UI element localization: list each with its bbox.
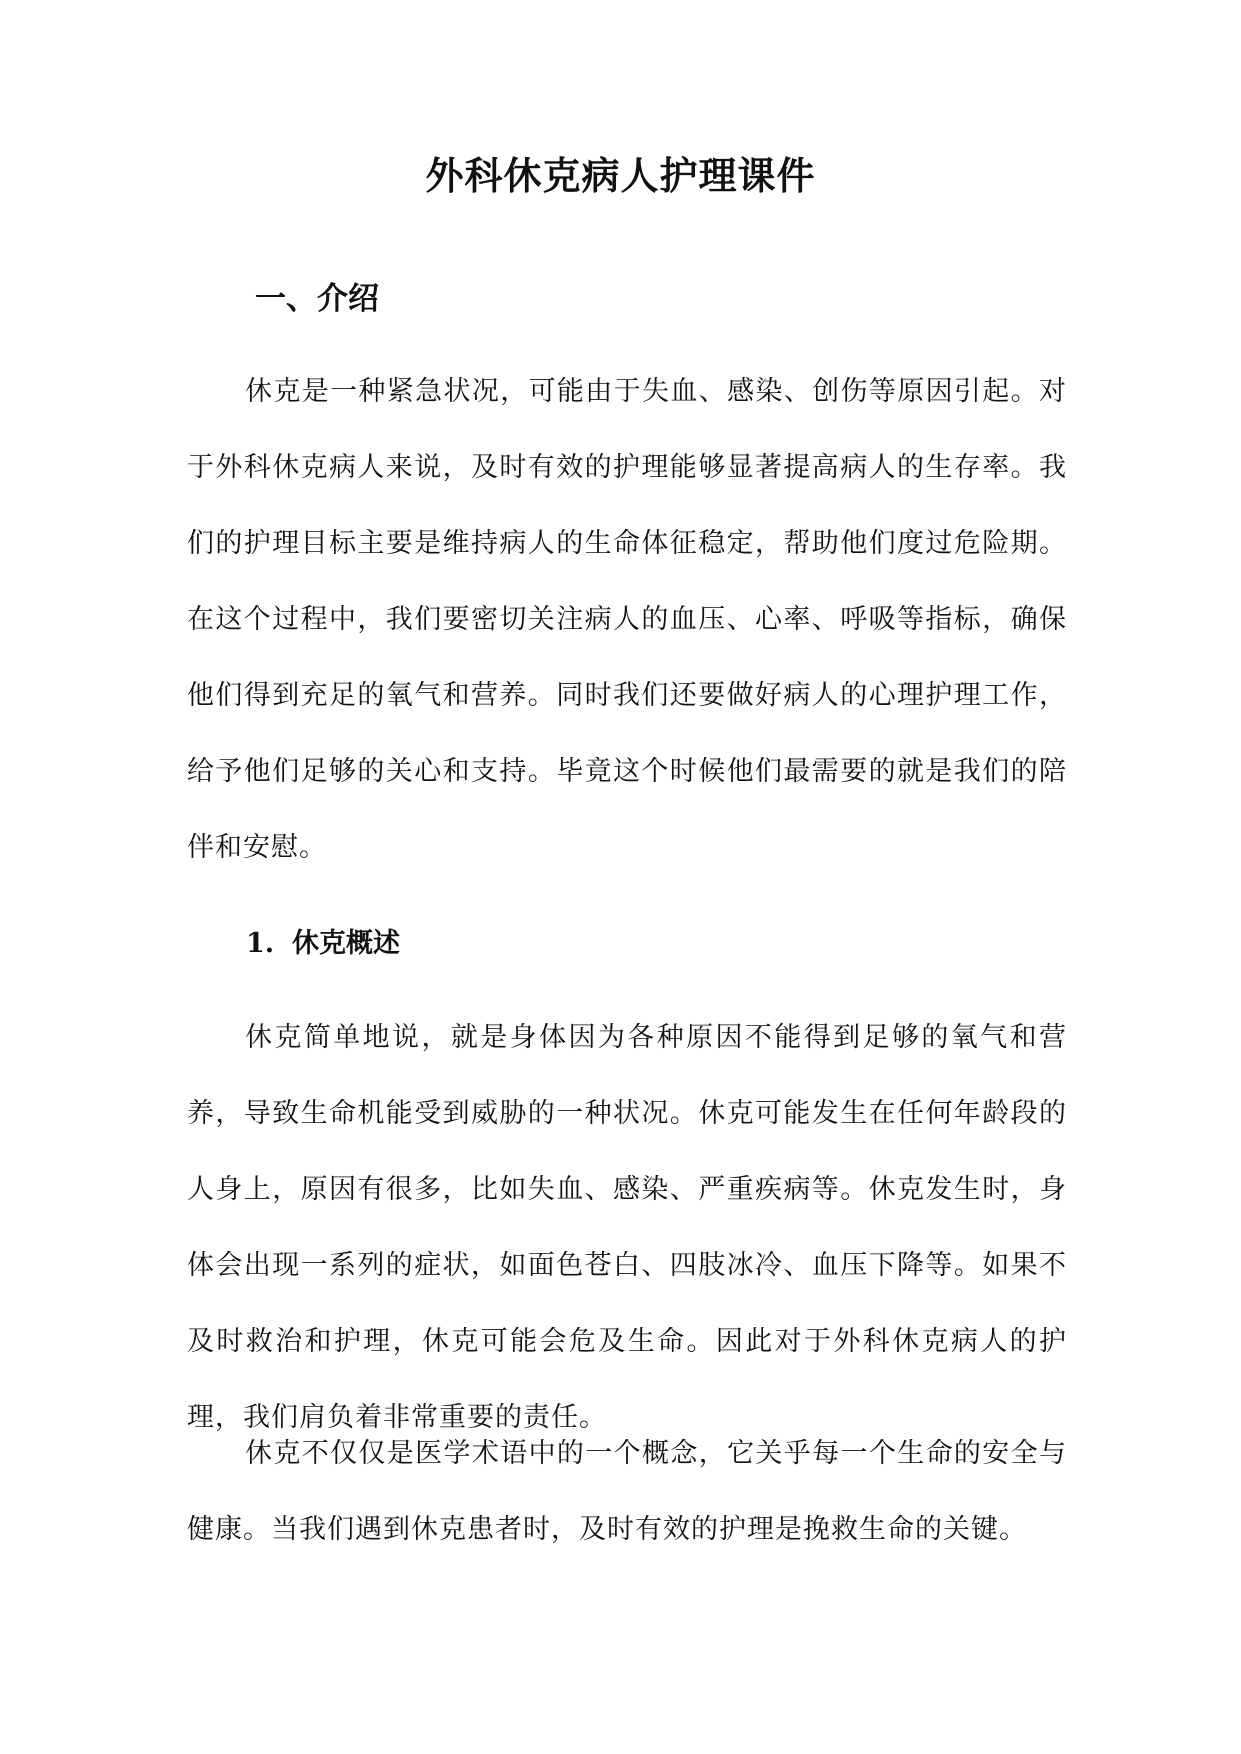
section-heading-introduction: 一、介绍 — [255, 281, 379, 317]
shock-overview-paragraph-2: 休克不仅仅是医学术语中的一个概念，它关乎每一个生命的安全与健康。当我们遇到休克患者时，及时有效的护理是挽救生命的关键。 — [187, 1438, 1067, 1545]
introduction-paragraph: 休克是一种紧急状况，可能由于失血、感染、创伤等原因引起。对于外科休克病人来说，及时有效的护理能够显著提高病人的生存率。我们的护理目标主要是维持病人的生命体征稳定，帮助他们度过危险期。在这个过程中，我们要密切关注病人的血压、心率、呼吸等指标，确保他们得到充足的氧气和营养。同时我们还要做好病人的心理护理工作，给予他们足够的关心和支持。毕竟这个时候他们最需要的就是我们的陪伴和安慰。 — [187, 376, 1067, 863]
shock-overview-paragraph-1: 休克简单地说，就是身体因为各种原因不能得到足够的氧气和营养，导致生命机能受到威胁的一种状况。休克可能发生在任何年龄段的人身上，原因有很多，比如失血、感染、严重疾病等。休克发生时，身体会出现一系列的症状，如面色苍白、四肢冰冷、血压下降等。如果不及时救治和护理，休克可能会危及生命。因此对于外科休克病人的护理，我们肩负着非常重要的责任。 — [187, 1022, 1067, 1433]
subsection-heading-shock-overview — [246, 924, 400, 964]
subsection-title: 休克概述 — [292, 928, 400, 959]
document-title: 外科休克病人护理课件 — [425, 153, 816, 198]
subsection-number: 1. — [246, 928, 275, 959]
